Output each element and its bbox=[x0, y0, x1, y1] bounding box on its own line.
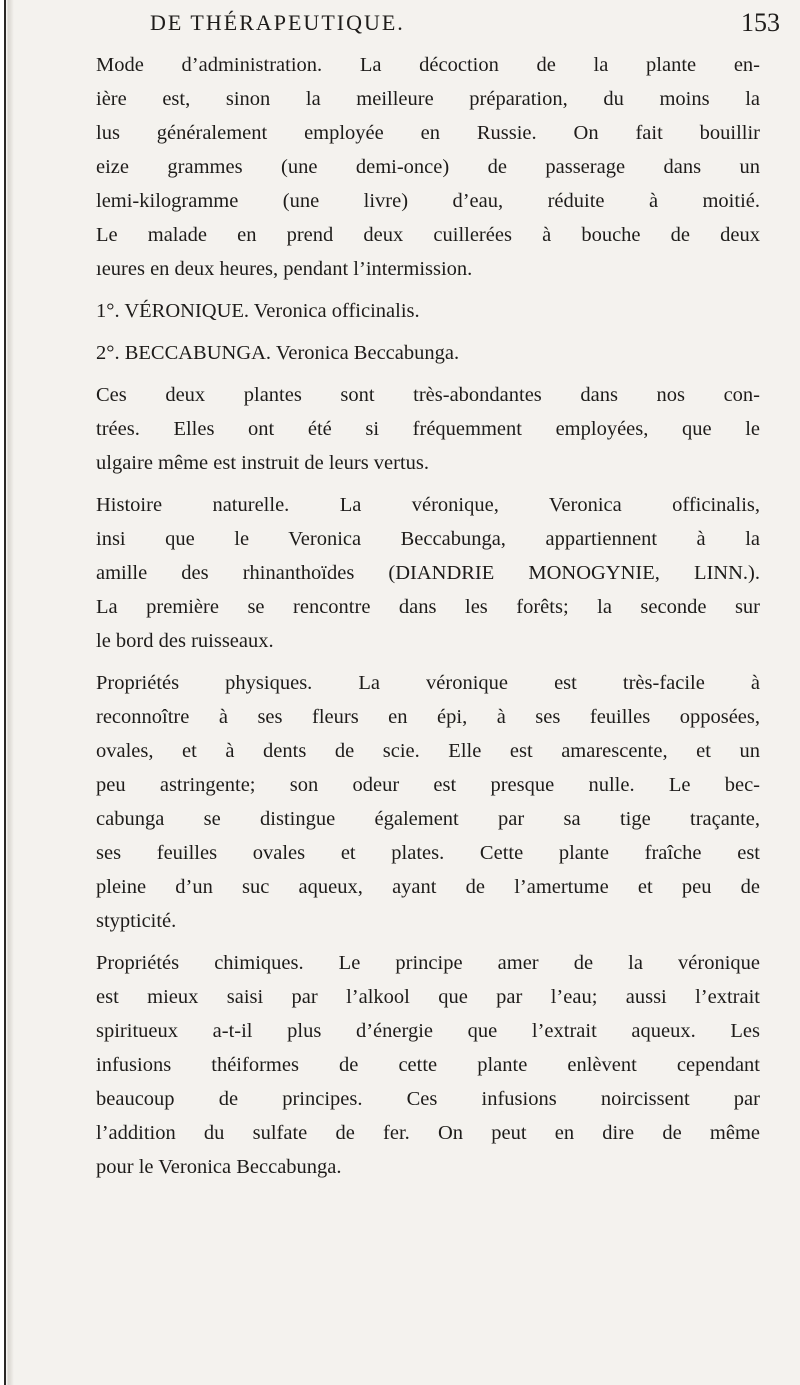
text-line: ses feuilles ovales et plates. Cette plante fraîche est bbox=[96, 842, 760, 864]
text-line: infusions théiformes de cette plante enlèvent cependant bbox=[96, 1054, 760, 1076]
text-line: le bord des ruisseaux. bbox=[96, 630, 274, 652]
text-line: l’addition du sulfate de fer. On peut en dire de même bbox=[96, 1122, 760, 1144]
text-line: cabunga se distingue également par sa tige traçante, bbox=[96, 808, 760, 830]
text-line: spiritueux a-t-il plus d’énergie que l’extrait aqueux. Les bbox=[96, 1020, 760, 1042]
text-line: eize grammes (une demi-once) de passerage dans un bbox=[96, 156, 760, 178]
text-line: ıeures en deux heures, pendant l’intermission. bbox=[96, 258, 473, 280]
text-line: La première se rencontre dans les forêts; la seconde sur bbox=[96, 596, 760, 618]
text-line: Mode d’administration. La décoction de la plante en- bbox=[96, 54, 760, 76]
text-line: Propriétés chimiques. Le principe amer de la véronique bbox=[96, 952, 760, 974]
text-line: ovales, et à dents de scie. Elle est amarescente, et un bbox=[96, 740, 760, 762]
binding-edge-line bbox=[4, 0, 6, 1385]
text-line: stypticité. bbox=[96, 910, 177, 932]
text-line: pleine d’un suc aqueux, ayant de l’amertume et peu de bbox=[96, 876, 760, 898]
text-line: peu astringente; son odeur est presque nulle. Le bec- bbox=[96, 774, 760, 796]
text-line: est mieux saisi par l’alkool que par l’eau; aussi l’extrait bbox=[96, 986, 760, 1008]
page-body bbox=[60, 48, 760, 1184]
text-line: ière est, sinon la meilleure préparation, du moins la bbox=[96, 88, 760, 110]
text-line: trées. Elles ont été si fréquemment employées, que le bbox=[96, 418, 760, 440]
paragraph-proprietes-chimiques bbox=[60, 946, 760, 1184]
heading-veronique bbox=[60, 294, 760, 328]
text-line: 2°. BECCABUNGA. Veronica Beccabunga. bbox=[96, 342, 460, 364]
text-line: Le malade en prend deux cuillerées à bouche de deux bbox=[96, 224, 760, 246]
text-line: lus généralement employée en Russie. On fait bouillir bbox=[96, 122, 760, 144]
text-line: pour le Veronica Beccabunga. bbox=[96, 1156, 342, 1178]
running-header bbox=[110, 8, 780, 48]
text-line: lemi-kilogramme (une livre) d’eau, réduite à moitié. bbox=[96, 190, 760, 212]
running-title: DE THÉRAPEUTIQUE. bbox=[150, 10, 405, 35]
text-line: 1°. VÉRONIQUE. Veronica officinalis. bbox=[96, 300, 420, 322]
page-edge bbox=[0, 0, 14, 1385]
heading-beccabunga bbox=[60, 336, 760, 370]
paragraph-ces-deux-plantes bbox=[60, 378, 760, 480]
page-number: 153 bbox=[741, 8, 780, 37]
paragraph-proprietes-physiques bbox=[60, 666, 760, 938]
text-line: beaucoup de principes. Ces infusions noircissent par bbox=[96, 1088, 760, 1110]
text-line: insi que le Veronica Beccabunga, appartiennent à la bbox=[96, 528, 760, 550]
paragraph-histoire-naturelle bbox=[60, 488, 760, 658]
text-line: ulgaire même est instruit de leurs vertus. bbox=[96, 452, 430, 474]
text-line: Propriétés physiques. La véronique est très-facile à bbox=[96, 672, 760, 694]
text-line: amille des rhinanthoïdes (DIANDRIE MONOGYNIE, LINN.). bbox=[96, 562, 760, 584]
text-line: Ces deux plantes sont très-abondantes dans nos con- bbox=[96, 384, 760, 406]
text-line: Histoire naturelle. La véronique, Veronica officinalis, bbox=[96, 494, 760, 516]
text-line: reconnoître à ses fleurs en épi, à ses feuilles opposées, bbox=[96, 706, 760, 728]
paragraph-mode-administration bbox=[60, 48, 760, 286]
